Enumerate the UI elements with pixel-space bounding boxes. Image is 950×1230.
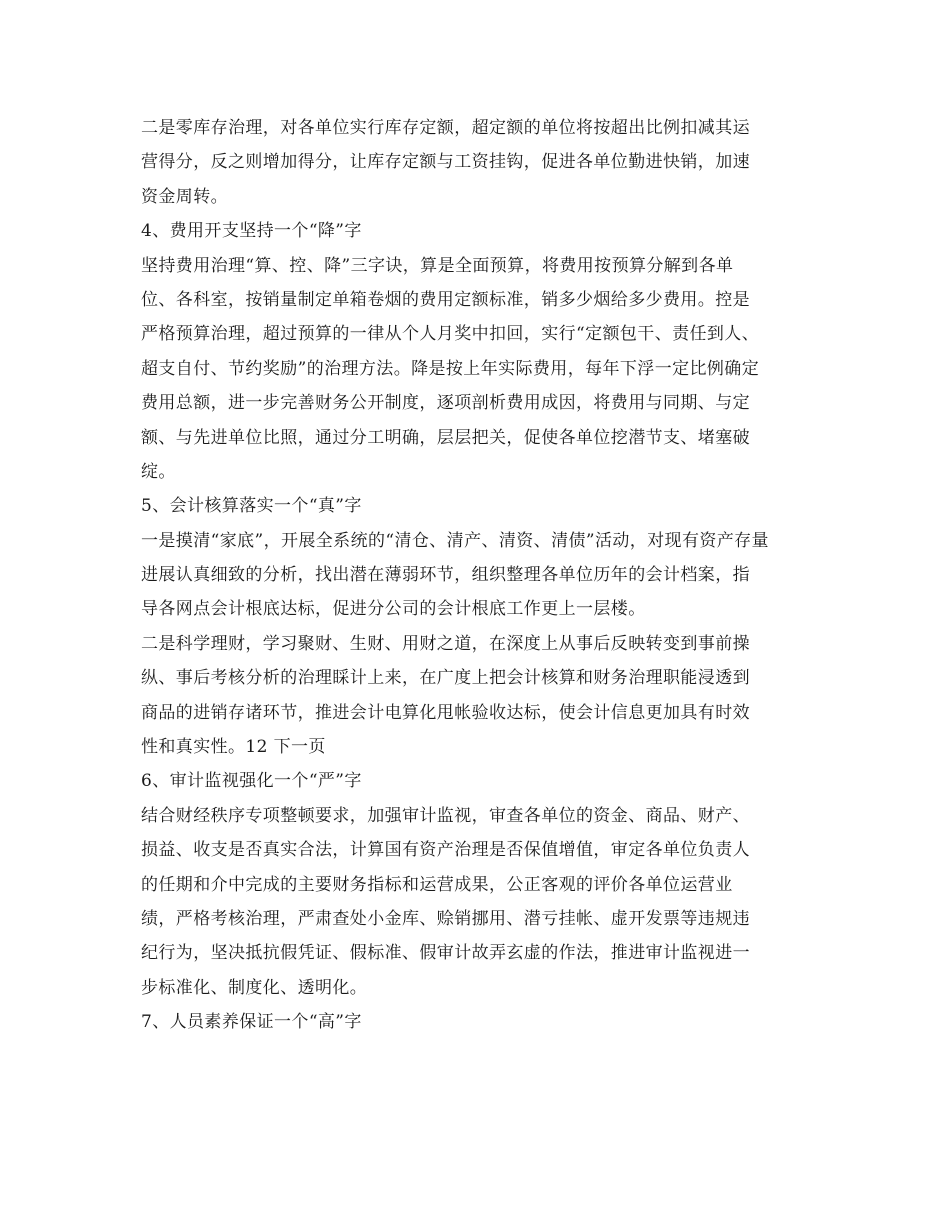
section-heading: 7、人员素养保证一个“高”字 (141, 1012, 362, 1033)
text-line: 超支自付、节约奖励”的治理方法。降是按上年实际费用，每年下浮一定比例确定 (141, 358, 760, 379)
text-line: 二是科学理财，学习聚财、生财、用财之道，在深度上从事后反映转变到事前操 (141, 633, 750, 654)
text-line: 资金周转。 (141, 186, 228, 207)
text-line: 纵、事后考核分析的治理睬计上来，在广度上把会计核算和财务治理职能浸透到 (141, 668, 750, 689)
text-line: 二是零库存治理，对各单位实行库存定额，超定额的单位将按超出比例扣减其运 (141, 118, 750, 138)
text-line: 一是摸清“家底”，开展全系统的“清仓、清产、清资、清债”活动，对现有资产存量 (141, 530, 769, 551)
section-heading: 4、费用开支坚持一个“降”字 (141, 221, 362, 242)
text-line: 结合财经秩序专项整顿要求，加强审计监视，审查各单位的资金、商品、财产、 (141, 805, 750, 826)
text-line: 商品的进销存诸环节，推进会计电算化甩帐验收达标，使会计信息更加具有时效 (141, 702, 750, 723)
text-line: 导各网点会计根底达标，促进分公司的会计根底工作更上一层楼。 (141, 599, 646, 620)
text-line: 的任期和介中完成的主要财务指标和运营成果，公正客观的评价各单位运营业 (141, 874, 733, 895)
text-line: 性和真实性。12 下一页 (141, 737, 326, 758)
text-line: 绩，严格考核治理，严肃查处小金库、赊销挪用、潜亏挂帐、虚开发票等违规违 (141, 908, 750, 929)
text-line: 费用总额，进一步完善财务公开制度，逐项剖析费用成因，将费用与同期、与定 (141, 393, 750, 414)
section-heading: 5、会计核算落实一个“真”字 (141, 496, 362, 517)
text-line: 纪行为，坚决抵抗假凭证、假标准、假审计故弄玄虚的作法，推进审计监视进一 (141, 943, 750, 964)
document-body (141, 111, 811, 1040)
text-line: 坚持费用治理“算、控、降”三字诀，算是全面预算，将费用按预算分解到各单 (141, 255, 734, 276)
text-line: 位、各科室，按销量制定单箱卷烟的费用定额标准，销多少烟给多少费用。控是 (141, 289, 750, 310)
text-line: 严格预算治理，超过预算的一律从个人月奖中扣回，实行“定额包干、责任到人、 (141, 324, 760, 345)
text-line: 营得分，反之则增加得分，让库存定额与工资挂钩，促进各单位勤进快销，加速 (141, 152, 750, 173)
text-line: 额、与先进单位比照，通过分工明确，层层把关，促使各单位挖潜节支、堵塞破 (141, 427, 750, 448)
text-line: 步标准化、制度化、透明化。 (141, 977, 368, 998)
text-line: 进展认真细致的分析，找出潜在薄弱环节，组织整理各单位历年的会计档案，指 (141, 565, 750, 586)
text-line: 绽。 (141, 461, 176, 482)
section-heading: 6、审计监视强化一个“严”字 (141, 771, 362, 792)
text-line: 损益、收支是否真实合法，计算国有资产治理是否保值增值，审定各单位负责人 (141, 840, 750, 861)
